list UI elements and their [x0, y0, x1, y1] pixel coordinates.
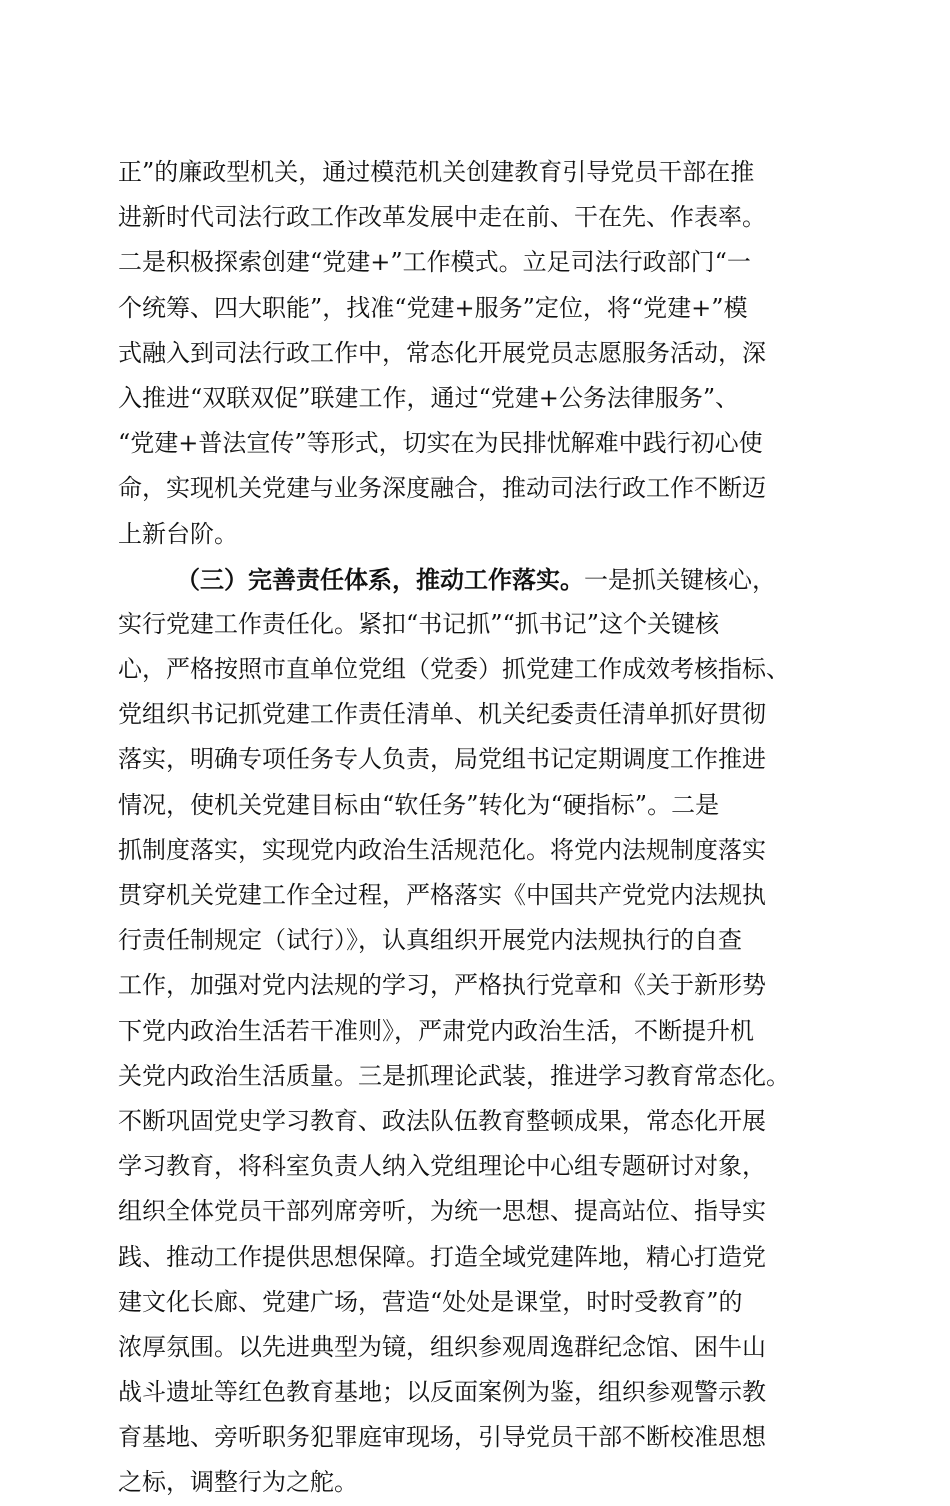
document-body: [118, 150, 830, 1506]
text-line: 组织全体党员干部列席旁听，为统一思想、提高站位、指导实: [118, 1197, 766, 1226]
text-line: “党建+普法宣传”等形式，切实在为民排忧解难中践行初心使: [118, 429, 763, 458]
text-line: 行责任制规定（试行）》，认真组织开展党内法规执行的自查: [118, 926, 742, 955]
text-line: 工作，加强对党内法规的学习，严格执行党章和《关于新形势: [118, 971, 766, 1000]
text-line: 落实，明确专项任务专人负责，局党组书记定期调度工作推进: [118, 745, 766, 774]
section-3-heading-line: [118, 557, 830, 602]
text-line: 践、推动工作提供思想保障。打造全域党建阵地，精心打造党: [118, 1242, 766, 1271]
text-line: 式融入到司法行政工作中，常态化开展党员志愿服务活动，深: [118, 338, 766, 367]
text-line: 贯穿机关党建工作全过程，严格落实《中国共产党党内法规执: [118, 881, 766, 909]
text-line: 命，实现机关党建与业务深度融合，推动司法行政工作不断迈: [118, 474, 766, 503]
section-3-first-line-text: 一是抓关键核心，: [584, 565, 776, 594]
text-line: 育基地、旁听职务犯罪庭审现场，引导党员干部不断校准思想: [118, 1423, 766, 1452]
text-line: 入推进“双联双促”联建工作，通过“党建+公务法律服务”、: [118, 383, 740, 412]
text-line: 不断巩固党史学习教育、政法队伍教育整顿成果，常态化开展: [118, 1106, 766, 1135]
text-line: 建文化长廊、党建广场，营造“处处是课堂，时时受教育”的: [118, 1287, 743, 1316]
text-line: 正”的廉政型机关，通过模范机关创建教育引导党员干部在推: [118, 158, 755, 186]
text-line: 关党内政治生活质量。三是抓理论武装，推进学习教育常态化。: [118, 1061, 790, 1090]
text-line: 个统筹、四大职能”，找准“党建+服务”定位，将“党建+”模: [118, 293, 748, 322]
section-3-heading: （三）完善责任体系，推动工作落实。: [176, 564, 584, 594]
text-line: 党组织书记抓党建工作责任清单、机关纪委责任清单抓好贯彻: [118, 700, 766, 729]
text-line: 心，严格按照市直单位党组（党委）抓党建工作成效考核指标、: [118, 655, 790, 684]
text-line: 下党内政治生活若干准则》，严肃党内政治生活，不断提升机: [118, 1016, 754, 1045]
text-line: 实行党建工作责任化。紧扣“书记抓”“抓书记”这个关键核: [118, 609, 720, 638]
text-line: 上新台阶。: [118, 519, 238, 548]
text-line: 学习教育，将科室负责人纳入党组理论中心组专题研讨对象，: [118, 1152, 766, 1181]
text-line: 进新时代司法行政工作改革发展中走在前、干在先、作表率。: [118, 203, 766, 232]
text-line: 抓制度落实，实现党内政治生活规范化。将党内法规制度落实: [118, 835, 766, 864]
text-line: 战斗遗址等红色教育基地；以反面案例为鉴，组织参观警示教: [118, 1378, 766, 1407]
text-line: 二是积极探索创建“党建+”工作模式。立足司法行政部门“一: [118, 248, 751, 277]
text-line: 之标，调整行为之舵。: [118, 1468, 358, 1497]
text-line: 浓厚氛围。以先进典型为镜，组织参观周逸群纪念馆、困牛山: [118, 1332, 766, 1361]
text-line: 情况，使机关党建目标由“软任务”转化为“硬指标”。二是: [118, 790, 720, 819]
